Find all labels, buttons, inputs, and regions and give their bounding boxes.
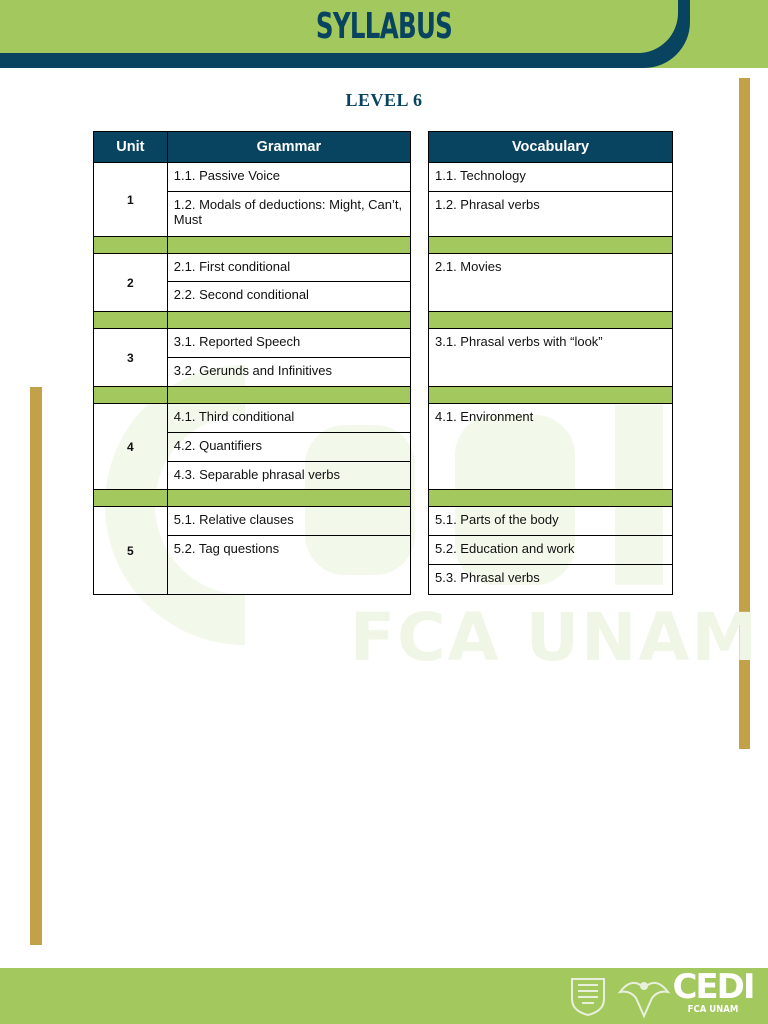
table-row <box>429 404 673 490</box>
table-row <box>429 565 673 595</box>
vocabulary-item: 5.2. Education and work <box>429 536 673 565</box>
vocabulary-item: 2.1. Movies <box>429 254 673 312</box>
separator-row <box>429 237 673 254</box>
unam-seal-icon <box>568 975 608 1017</box>
vocabulary-item: 3.1. Phrasal verbs with “look” <box>429 329 673 387</box>
grammar-item: 3.2. Gerunds and Infinitives <box>167 358 410 387</box>
page-title: SYLLABUS <box>315 6 453 47</box>
vocabulary-item: 1.1. Technology <box>429 163 673 192</box>
unit-column-header: Unit <box>94 132 168 163</box>
table-row <box>94 404 411 433</box>
unit-number: 3 <box>94 329 168 387</box>
table-row <box>94 329 411 358</box>
table-row <box>94 254 411 282</box>
separator-row <box>429 312 673 329</box>
table-row <box>429 536 673 565</box>
grammar-column-header: Grammar <box>167 132 410 163</box>
watermark-text: FCA UNAM <box>350 599 760 676</box>
table-row <box>429 329 673 387</box>
table-row <box>429 192 673 237</box>
table-row <box>94 163 411 192</box>
separator-row <box>429 490 673 507</box>
vocabulary-item: 5.3. Phrasal verbs <box>429 565 673 595</box>
level-title: LEVEL 6 <box>345 90 423 110</box>
cedi-logo <box>672 967 754 1016</box>
grammar-table <box>93 131 411 595</box>
separator-row <box>94 387 411 404</box>
vocabulary-item: 5.1. Parts of the body <box>429 507 673 536</box>
logo-subtext: FCA UNAM <box>687 1004 739 1015</box>
unit-number: 5 <box>94 507 168 595</box>
grammar-header-row <box>94 132 411 163</box>
grammar-item: 1.2. Modals of deductions: Might, Can’t, Must <box>167 192 410 237</box>
vocabulary-item: 1.2. Phrasal verbs <box>429 192 673 237</box>
grammar-item: 5.1. Relative clauses <box>167 507 410 536</box>
vocabulary-item: 4.1. Environment <box>429 404 673 490</box>
separator-row <box>94 312 411 329</box>
vocabulary-header-row <box>429 132 673 163</box>
vocabulary-column-header: Vocabulary <box>429 132 673 163</box>
grammar-item: 4.1. Third conditional <box>167 404 410 433</box>
separator-row <box>429 387 673 404</box>
fca-eagle-icon <box>618 972 670 1020</box>
grammar-item: 4.2. Quantifiers <box>167 433 410 462</box>
grammar-item: 4.3. Separable phrasal verbs <box>167 462 410 490</box>
table-row <box>429 507 673 536</box>
table-row <box>94 507 411 536</box>
unit-number: 1 <box>94 163 168 237</box>
grammar-item: 2.1. First conditional <box>167 254 410 282</box>
logo-text: CEDI <box>672 967 754 1007</box>
vocabulary-table <box>428 131 673 595</box>
table-row <box>429 163 673 192</box>
grammar-item: 3.1. Reported Speech <box>167 329 410 358</box>
table-row <box>429 254 673 312</box>
grammar-item: 1.1. Passive Voice <box>167 163 410 192</box>
left-gold-bar <box>30 387 42 945</box>
unit-number: 4 <box>94 404 168 490</box>
unit-number: 2 <box>94 254 168 312</box>
separator-row <box>94 237 411 254</box>
grammar-item: 5.2. Tag questions <box>167 536 410 595</box>
separator-row <box>94 490 411 507</box>
grammar-item: 2.2. Second conditional <box>167 282 410 312</box>
